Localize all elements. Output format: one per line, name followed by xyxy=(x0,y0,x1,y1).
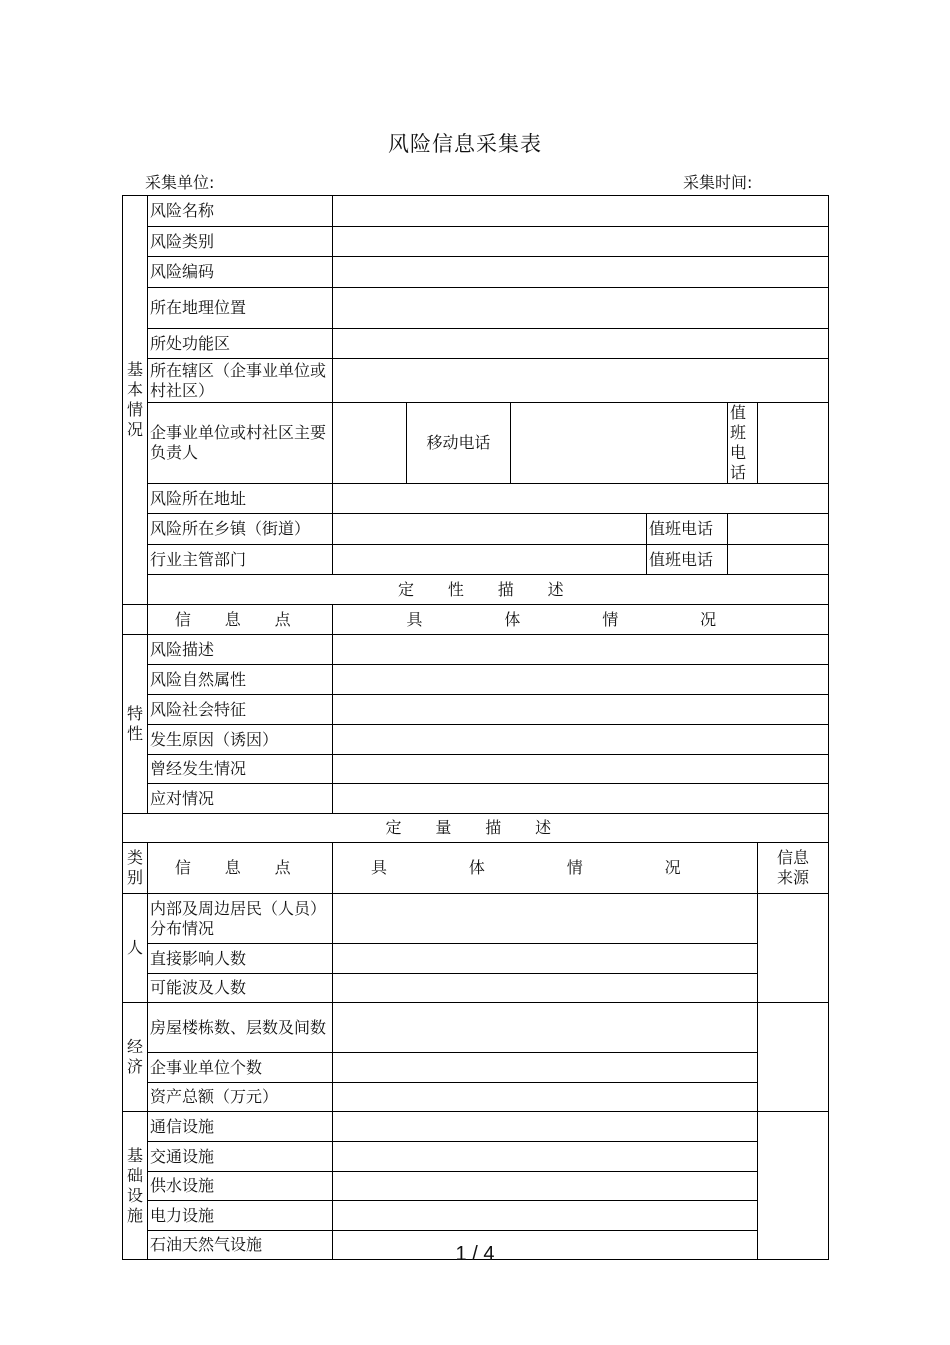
qualitative-label: 曾经发生情况 xyxy=(148,755,333,784)
value-risk-category[interactable] xyxy=(333,227,829,257)
quantitative-value[interactable] xyxy=(333,1172,758,1201)
label-address: 风险所在地址 xyxy=(148,484,333,514)
quantitative-row xyxy=(123,1003,829,1053)
section-title-quantitative: 定 量 描 述 xyxy=(123,814,829,843)
quantitative-header-row xyxy=(123,843,829,894)
quantitative-label: 供水设施 xyxy=(148,1172,333,1201)
label-mobile-phone: 移动电话 xyxy=(407,403,511,484)
qualitative-value[interactable] xyxy=(333,635,829,665)
page-number: 1 / 4 xyxy=(455,1243,495,1265)
label-risk-category: 风险类别 xyxy=(148,227,333,257)
group-people xyxy=(123,894,148,1003)
quantitative-label: 房屋楼栋数、层数及间数 xyxy=(148,1003,333,1053)
group-char: 情 xyxy=(126,400,143,419)
qualitative-row xyxy=(123,784,829,814)
row-department xyxy=(123,545,829,575)
quantitative-row xyxy=(123,944,829,974)
header-info-point: 信 息 点 xyxy=(148,843,333,894)
group-char: 设 xyxy=(126,1185,143,1205)
quantitative-label: 直接影响人数 xyxy=(148,944,333,974)
quantitative-value[interactable] xyxy=(333,894,758,944)
qualitative-row xyxy=(123,725,829,755)
quantitative-row xyxy=(123,1172,829,1201)
qualitative-value[interactable] xyxy=(333,784,829,814)
quantitative-row xyxy=(123,1201,829,1231)
header-info-source: 信息 来源 xyxy=(758,843,829,894)
document-title: 风险信息采集表 xyxy=(388,132,542,156)
row-location xyxy=(123,288,829,329)
qualitative-header-row xyxy=(123,605,829,635)
label-jurisdiction: 所在辖区（企事业单位或村社区） xyxy=(148,359,333,403)
label-department: 行业主管部门 xyxy=(148,545,333,575)
group-char: 性 xyxy=(126,724,143,743)
header-info-point: 信 息 点 xyxy=(148,605,333,635)
quantitative-row xyxy=(123,894,829,944)
qualitative-label: 风险自然属性 xyxy=(148,665,333,695)
label-function-zone: 所处功能区 xyxy=(148,329,333,359)
group-economy xyxy=(123,1003,148,1112)
quantitative-value[interactable] xyxy=(333,944,758,974)
label-risk-name: 风险名称 xyxy=(148,196,333,227)
group-basic-info xyxy=(123,196,148,605)
qualitative-label: 发生原因（诱因） xyxy=(148,725,333,755)
quantitative-value[interactable] xyxy=(333,1003,758,1053)
group-char: 基 xyxy=(126,1145,143,1165)
group-char: 人 xyxy=(126,938,143,957)
section-qualitative xyxy=(123,575,829,605)
quantitative-label: 交通设施 xyxy=(148,1142,333,1172)
row-responsible xyxy=(123,403,829,484)
row-risk-code xyxy=(123,257,829,288)
header-detail: 具 体 情 况 xyxy=(333,843,758,894)
quantitative-value[interactable] xyxy=(333,974,758,1003)
row-risk-category xyxy=(123,227,829,257)
quantitative-row xyxy=(123,1142,829,1172)
value-department-duty-phone[interactable] xyxy=(728,545,829,575)
value-department[interactable] xyxy=(333,545,647,575)
quantitative-label: 石油天然气设施 xyxy=(148,1231,333,1260)
group-characteristics xyxy=(123,635,148,814)
label-township-duty-phone: 值班电话 xyxy=(647,514,728,545)
qualitative-row xyxy=(123,695,829,725)
value-duty-phone[interactable] xyxy=(758,403,829,484)
group-char: 济 xyxy=(126,1057,143,1076)
label-risk-code: 风险编码 xyxy=(148,257,333,288)
value-risk-name[interactable] xyxy=(333,196,829,227)
source-economy[interactable] xyxy=(758,1003,829,1112)
label-township: 风险所在乡镇（街道） xyxy=(148,514,333,545)
group-infrastructure xyxy=(123,1112,148,1260)
quantitative-row xyxy=(123,1112,829,1142)
qualitative-label: 应对情况 xyxy=(148,784,333,814)
row-risk-name xyxy=(123,196,829,227)
qualitative-label: 风险社会特征 xyxy=(148,695,333,725)
quantitative-value[interactable] xyxy=(333,1053,758,1083)
label-duty-phone: 值班电话 xyxy=(728,403,758,484)
quantitative-value[interactable] xyxy=(333,1142,758,1172)
header-category: 类 别 xyxy=(123,843,148,894)
qualitative-value[interactable] xyxy=(333,755,829,784)
group-char: 基 xyxy=(126,360,143,379)
value-address[interactable] xyxy=(333,484,829,514)
group-char: 本 xyxy=(126,380,143,399)
row-jurisdiction xyxy=(123,359,829,403)
source-infrastructure[interactable] xyxy=(758,1112,829,1260)
qualitative-value[interactable] xyxy=(333,725,829,755)
quantitative-value[interactable] xyxy=(333,1083,758,1112)
qualitative-row xyxy=(123,665,829,695)
collection-time-label: 采集时间: xyxy=(683,173,753,192)
quantitative-label: 内部及周边居民（人员）分布情况 xyxy=(148,894,333,944)
qualitative-row xyxy=(123,755,829,784)
qualitative-value[interactable] xyxy=(333,695,829,725)
value-responsible[interactable] xyxy=(333,403,407,484)
quantitative-label: 资产总额（万元） xyxy=(148,1083,333,1112)
row-township xyxy=(123,514,829,545)
group-char: 特 xyxy=(126,704,143,723)
value-township-duty-phone[interactable] xyxy=(728,514,829,545)
qualitative-label: 风险描述 xyxy=(148,635,333,665)
header-detail: 具 体 情 况 xyxy=(333,605,829,635)
value-mobile-phone[interactable] xyxy=(511,403,728,484)
blank-header-cell xyxy=(123,605,148,635)
risk-info-form xyxy=(122,195,829,1260)
value-risk-code[interactable] xyxy=(333,257,829,288)
row-function-zone xyxy=(123,329,829,359)
quantitative-label: 通信设施 xyxy=(148,1112,333,1142)
value-jurisdiction[interactable] xyxy=(333,359,829,403)
quantitative-value[interactable] xyxy=(333,1112,758,1142)
collection-unit-label: 采集单位: xyxy=(145,173,215,192)
quantitative-label: 电力设施 xyxy=(148,1201,333,1231)
value-function-zone[interactable] xyxy=(333,329,829,359)
quantitative-row xyxy=(123,1083,829,1112)
label-responsible: 企事业单位或村社区主要负责人 xyxy=(148,403,333,484)
section-title-qualitative: 定 性 描 述 xyxy=(148,575,829,605)
section-quantitative xyxy=(123,814,829,843)
value-location[interactable] xyxy=(333,288,829,329)
source-people[interactable] xyxy=(758,894,829,1003)
row-address xyxy=(123,484,829,514)
quantitative-value[interactable] xyxy=(333,1201,758,1231)
quantitative-label: 企事业单位个数 xyxy=(148,1053,333,1083)
quantitative-label: 可能波及人数 xyxy=(148,974,333,1003)
qualitative-row xyxy=(123,635,829,665)
group-char: 施 xyxy=(126,1205,143,1225)
group-char: 况 xyxy=(126,420,143,439)
qualitative-value[interactable] xyxy=(333,665,829,695)
quantitative-row xyxy=(123,974,829,1003)
value-township[interactable] xyxy=(333,514,647,545)
quantitative-row xyxy=(123,1053,829,1083)
group-char: 经 xyxy=(126,1037,143,1056)
label-department-duty-phone: 值班电话 xyxy=(647,545,728,575)
label-location: 所在地理位置 xyxy=(148,288,333,329)
group-char: 础 xyxy=(126,1165,143,1185)
